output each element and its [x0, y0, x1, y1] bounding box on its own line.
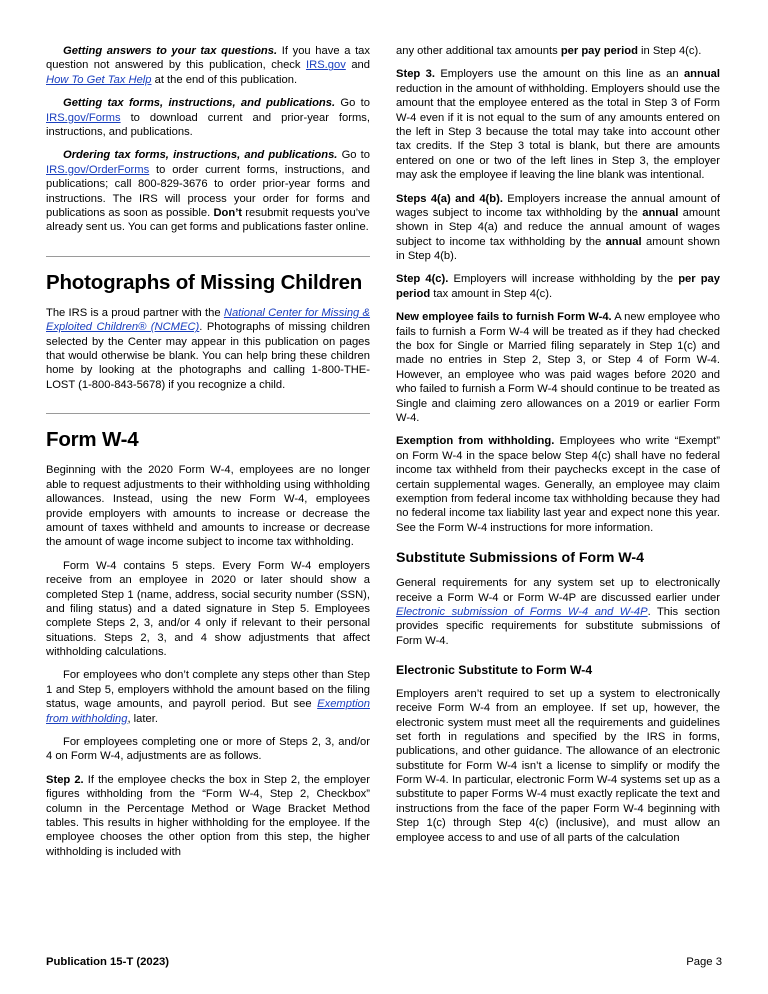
- footer-publication-label: Publication 15-T (2023): [46, 956, 170, 968]
- text-ordering-forms-b: to order current forms, instructions, and publications; call 800-829-3676 to order prior-year forms and instructions. The IRS will process your order for forms and publications as soon as possible.: [46, 163, 370, 219]
- lead-in-getting-forms: Getting tax forms, instructions, and publications.: [63, 97, 336, 110]
- paragraph-exemption-from-withholding: [396, 434, 720, 535]
- section-divider-2: [46, 413, 370, 414]
- text-4ab-c: amount shown in Step 4(b).: [396, 235, 720, 263]
- lead-in-new-employee-fails: New employee fails to furnish Form W-4.: [396, 311, 612, 324]
- text-4c-b: tax amount in Step 4(c).: [430, 287, 553, 300]
- lead-in-step-2: Step 2.: [46, 773, 84, 786]
- text-getting-answers-b: and: [345, 59, 370, 72]
- paragraph-ordering-forms: [46, 148, 370, 234]
- text-4ab-bold-2: annual: [605, 235, 642, 248]
- text-continued-bold: per pay period: [560, 45, 638, 57]
- paragraph-new-employee-fails: [396, 310, 720, 425]
- text-general-requirements-a: General requirements for any system set up to electronically receive a Form W-4 or Form W-4P are discussed earlier under: [396, 577, 720, 604]
- text-4c-a: Employers will increase withholding by the: [448, 273, 679, 286]
- paragraph-step-3: [396, 67, 720, 182]
- paragraph-w4-adjustments-intro: For employees completing one or more of Steps 2, 3, and/or 4 on Form W-4, adjustments are as follows.: [46, 736, 370, 763]
- paragraph-step-2: [46, 773, 370, 859]
- paragraph-step-4c: [396, 272, 720, 301]
- text-continued-b: in Step 4(c).: [637, 45, 702, 57]
- two-column-body: [46, 44, 722, 924]
- lead-in-ordering-forms: Ordering tax forms, instructions, and publications.: [63, 149, 338, 162]
- paragraph-steps-4a-4b: [396, 192, 720, 264]
- text-4ab-a: Employers increase the annual amount of wages subject to income tax withholding by the: [396, 192, 720, 219]
- heading-electronic-substitute: Electronic Substitute to Form W-4: [396, 663, 593, 678]
- link-ncmec[interactable]: National Center for Missing & Exploited Children® (NCMEC): [46, 306, 371, 334]
- paragraph-general-requirements: [396, 576, 720, 648]
- text-new-employee-fails: A new employee who fails to furnish a Form W-4 will be treated as if they had checked the box for Single or Married filing separately in Step 1(c) and made no entries in Step 2, Step 3, or Step 4 of Form W-4. However, an employee who was paid wages before 2020 and who failed to furnish a Form W-4 should continue to be treated as Single and claiming zero allowances on a 2019 or earlier Form W-4.: [396, 311, 721, 424]
- heading-form-w4: Form W-4: [46, 428, 139, 452]
- paragraph-w4-steps: Form W-4 contains 5 steps. Every Form W-4 employers receive from an employee in 2020 or later should show a completed Step 1 (name, address, social security number (SSN), and filing status) and a dated signature in Step 5. Employees complete Steps 2, 3, and/or 4 only if relevant to their personal situations. Steps 2, 3, and 4 show adjustments that affect withholding calculations.: [46, 559, 370, 659]
- link-irs-gov-forms[interactable]: IRS.gov/Forms: [46, 111, 121, 124]
- text-step-3-b: reduction in the amount of withholding. Employers should use the amount that the employee entered as the total in Step 3 of Form W-4 even if it is not equal to the sum of any amounts entered on the left in Step 3 because the total may take into account other tax credits. If the Step 3 total is blank, but there are amounts entered on one or two of the left lines in Step 3, the employer may ask the employee if leaving the line blank was intentional.: [396, 82, 720, 182]
- text-ncmec-a: The IRS is a proud partner with the: [46, 306, 224, 319]
- text-no-steps-b: , later.: [127, 712, 158, 725]
- lead-in-steps-4a-4b: Steps 4(a) and 4(b).: [396, 192, 503, 205]
- text-ncmec-b: . Photographs of missing children selected by the Center may appear in this publication on pages that would otherwise be blank. You can help bring these children home by looking at the photographs and calling 1-800-THE-LOST (1-800-843-5678) if you recognize a child.: [46, 321, 370, 391]
- paragraph-getting-forms: [46, 96, 370, 139]
- text-getting-forms-a: Go to: [335, 97, 370, 110]
- lead-in-step-4c: Step 4(c).: [396, 273, 449, 286]
- text-step-3-a: Employers use the amount on this line as an: [434, 68, 684, 81]
- text-4ab-b: amount shown in Step 4(a) and reduce the annual amount of wages subject to income tax withholding by the: [396, 206, 720, 248]
- paragraph-ncmec: [46, 306, 370, 392]
- paragraph-electronic-substitute-body: Employers aren’t required to set up a system to electronically receive Form W-4 from an employee. If set up, however, the electronic system must meet all the requirements and guidelines set forth in regulations and specified by the IRS in forms, publications, and other guidance. The allowance of an electronic substitute for Form W-4 isn’t a license to simplify or modify the Form W-4. In particular, electronic Form W-4 systems set up as a substitute to paper Forms W-4 must exactly replicate the text and instructions from the face of the paper Form W-4 beginning with Step 1(c) through Step 4(c) (inclusive), and must allow an employee access to and use of all parts of the calculation: [396, 687, 720, 844]
- heading-photographs-of-missing-children: Photographs of Missing Children: [46, 270, 363, 294]
- text-ordering-forms-a: Go to: [337, 149, 370, 162]
- text-getting-answers-c: at the end of this publication.: [151, 73, 298, 86]
- text-no-steps-a: For employees who don’t complete any steps other than Step 1 and Step 5, employers withhold the amount based on the filing status, wage amounts, and payroll period. But see: [46, 669, 370, 711]
- paragraph-w4-no-steps: [46, 668, 370, 726]
- link-irs-gov[interactable]: IRS.gov: [306, 59, 346, 72]
- spacer-before-rule-2: [46, 401, 370, 407]
- paragraph-continued-step-2: [396, 44, 720, 58]
- text-getting-forms-b: to download current and prior-year forms, instructions, and publications.: [46, 111, 370, 138]
- right-column: [396, 44, 720, 924]
- text-step-2: If the employee checks the box in Step 2, the employer figures withholding from the “Form W-4, Step 2, Checkbox” column in the Percentage Method or Wage Bracket Method tables. This results in higher withholding for the employee. If the employee chooses the other option from this step, the higher withholding is included with: [46, 773, 370, 858]
- text-ordering-forms-c: resubmit requests you’ve already sent us. You can get forms and publications faster online.: [46, 206, 370, 234]
- heading-substitute-submissions: Substitute Submissions of Form W-4: [396, 550, 645, 567]
- section-divider-1: [46, 256, 370, 257]
- text-getting-answers-a: If you have a tax question not answered by this publication, check: [46, 45, 370, 72]
- lead-in-getting-answers: Getting answers to your tax questions.: [63, 45, 278, 57]
- link-how-to-get-tax-help[interactable]: How To Get Tax Help: [46, 73, 152, 86]
- text-4c-bold: per pay period: [396, 273, 721, 300]
- footer-page-number: Page 3: [686, 956, 722, 968]
- text-ordering-forms-bold: Don’t: [213, 206, 243, 219]
- lead-in-exemption-from-withholding: Exemption from withholding.: [396, 435, 555, 448]
- paragraph-w4-overview: Beginning with the 2020 Form W-4, employees are no longer able to request adjustments to their withholding using withholding allowances. Instead, using the new Form W-4, employees provide employers with amounts to increase or decrease the amount of taxes withheld and amounts to increase or decrease the amount of wage income subject to income tax withholding.: [46, 464, 370, 549]
- link-irs-gov-orderforms[interactable]: IRS.gov/OrderForms: [46, 163, 150, 176]
- text-step-3-bold: annual: [683, 68, 720, 81]
- spacer-before-rule-1: [46, 244, 370, 250]
- text-continued-a: any other additional tax amounts: [396, 45, 561, 57]
- text-exemption-from-withholding: Employees who write “Exempt” on Form W-4 in the space below Step 4(c) shall have no federal income tax withheld from their paychecks except in the case of certain supplemental wages. Generally, an employee may claim exemption from federal income tax withholding because they had no federal income tax liability last year and expect none this year. See the Form W-4 instructions for more information.: [396, 435, 720, 534]
- left-column: [46, 44, 370, 924]
- lead-in-step-3: Step 3.: [396, 68, 435, 81]
- paragraph-getting-answers: [46, 44, 370, 87]
- text-general-requirements-b: . This section provides specific requirements for substitute submissions of Form W-4.: [396, 605, 720, 647]
- link-exemption-from-withholding[interactable]: Exemption from withholding: [46, 698, 370, 725]
- text-4ab-bold-1: annual: [642, 206, 679, 219]
- page-footer: [46, 956, 722, 968]
- link-electronic-submission-forms-w4-w4p[interactable]: Electronic submission of Forms W-4 and W-4P: [396, 605, 648, 618]
